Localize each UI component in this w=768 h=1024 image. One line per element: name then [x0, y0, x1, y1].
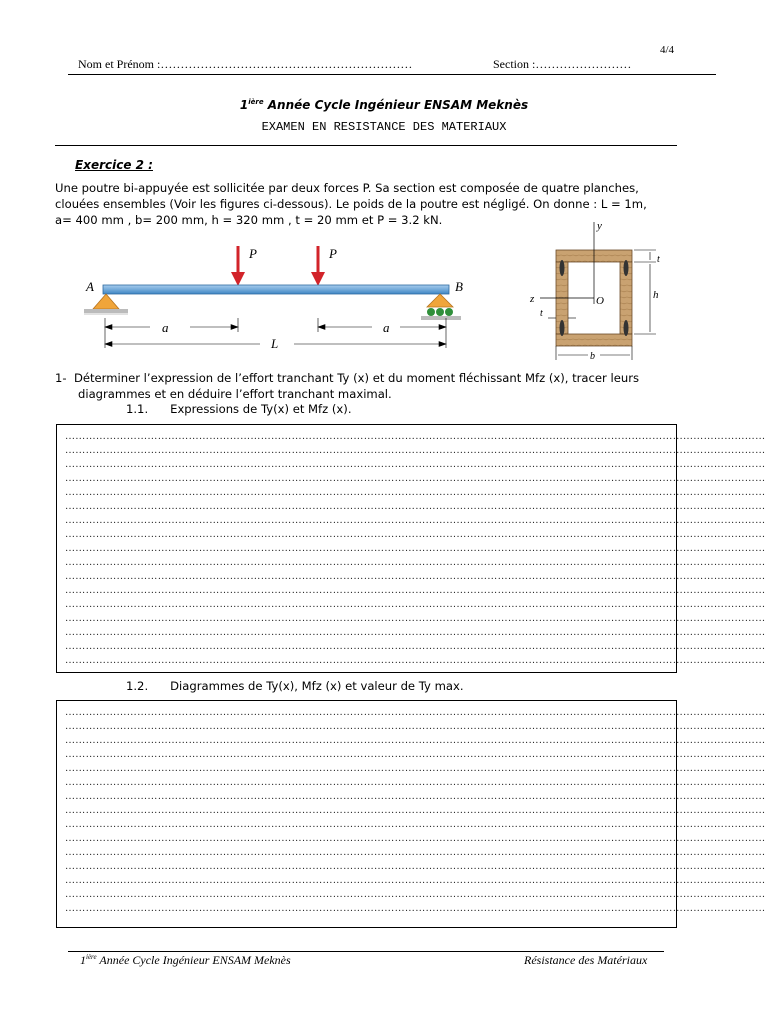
- name-dots: ………………………………………………………: [160, 57, 413, 71]
- q1-line1: Déterminer l’expression de l’effort tranchant Ty (x) et du moment fléchissant Mfz (x), tracer leurs: [73, 371, 640, 385]
- section-dots: ……………………: [535, 57, 632, 71]
- question-1-1: [126, 402, 352, 416]
- name-field[interactable]: [78, 57, 412, 72]
- q1-number: 1-: [55, 371, 67, 385]
- dimension-a-right: [318, 318, 446, 348]
- bottom-board: [556, 334, 632, 346]
- question-1: [55, 370, 639, 402]
- dim-label-l: L: [271, 336, 279, 351]
- dim-label-b: b: [590, 351, 595, 362]
- cross-section-figure: [522, 218, 672, 364]
- force-label-p2: P: [329, 246, 337, 261]
- q1-1-text: Expressions de Ty(x) et Mfz (x).: [170, 402, 352, 416]
- origin-label-o: O: [596, 295, 604, 307]
- footer-rule: [68, 951, 664, 952]
- dimension-a-left: [105, 318, 238, 348]
- roller-support-b: [421, 294, 461, 320]
- q1-1-number: 1.1.: [126, 402, 149, 416]
- title-rule: [55, 145, 677, 146]
- title-line1: $1^{ière}$ Année Cycle Ingénieur ENSAM Meknès: [239, 98, 529, 112]
- answer-box-1-1[interactable]: …………………………………………………………………………………………………………………………………………………………………………………… …………………………………………………………………………………………………………………………………………………………………………………… …………………………………………………………………………………………………………………………………………………………………………………… …………………………………………………………………………………………………………………………………………………………………………………… …………………………………………………………………………………………………………………………………………………………………………………… …………………………………………………………………………………………………………………………………………………………………………………… …………………………………………………………………………………………………………………………………………………………………………………… …………………………………………………………………………………………………………………………………………………………………………………… …………………………………………………………………………………………………………………………………………………………………………………… …………………………………………………………………………………………………………………………………………………………………………………… …………………………………………………………………………………………………………………………………………………………………………………… …………………………………………………………………………………………………………………………………………………………………………………… …………………………………………………………………………………………………………………………………………………………………………………… …………………………………………………………………………………………………………………………………………………………………………………… …………………………………………………………………………………………………………………………………………………………………………………… …………………………………………………………………………………………………………………………………………………………………………………… ……………………………………………………………………………………………………………………………………………………………………………………: [56, 424, 677, 673]
- section-label: Section :: [493, 57, 536, 71]
- name-label: Nom et Prénom :: [78, 57, 161, 71]
- footer-right: Résistance des Matériaux: [524, 953, 648, 967]
- beam: [103, 285, 449, 294]
- statement-line-1: Une poutre bi-appuyée est sollicitée par deux forces P. Sa section est composée de quatre planches,: [55, 181, 639, 195]
- force-arrow-2: [311, 246, 325, 286]
- answer-box-1-2[interactable]: …………………………………………………………………………………………………………………………………………………………………………………… …………………………………………………………………………………………………………………………………………………………………………………… …………………………………………………………………………………………………………………………………………………………………………………… …………………………………………………………………………………………………………………………………………………………………………………… …………………………………………………………………………………………………………………………………………………………………………………… …………………………………………………………………………………………………………………………………………………………………………………… …………………………………………………………………………………………………………………………………………………………………………………… …………………………………………………………………………………………………………………………………………………………………………………… …………………………………………………………………………………………………………………………………………………………………………………… …………………………………………………………………………………………………………………………………………………………………………………… …………………………………………………………………………………………………………………………………………………………………………………… …………………………………………………………………………………………………………………………………………………………………………………… …………………………………………………………………………………………………………………………………………………………………………………… …………………………………………………………………………………………………………………………………………………………………………………… ……………………………………………………………………………………………………………………………………………………………………………………: [56, 700, 677, 928]
- q1-2-text: Diagrammes de Ty(x), Mfz (x) et valeur de Ty max.: [170, 679, 464, 693]
- support-label-a: A: [86, 279, 94, 294]
- q1-2-number: 1.2.: [126, 679, 149, 693]
- footer-left: $1^{ière}$ Année Cycle Ingénieur ENSAM Meknès: [80, 953, 291, 967]
- dim-label-h: h: [653, 289, 659, 301]
- section-field[interactable]: [493, 57, 631, 72]
- page-number: 4/4: [660, 44, 675, 56]
- force-label-p1: P: [249, 246, 257, 261]
- dim-label-t-left: t: [540, 308, 543, 319]
- force-arrow-1: [231, 246, 245, 286]
- dim-label-a-right: a: [383, 320, 390, 335]
- pin-support-a: [84, 294, 128, 314]
- q1-line2: diagrammes et en déduire l’effort tranchant maximal.: [78, 387, 392, 401]
- title-line2: EXAMEN EN RESISTANCE DES MATERIAUX: [261, 120, 507, 134]
- dim-label-a-left: a: [162, 320, 169, 335]
- axis-label-z: z: [530, 293, 535, 305]
- statement-line-2: clouées ensembles (Voir les figures ci-dessous). Le poids de la poutre est négligé. On donne : L = 1m,: [55, 197, 647, 211]
- question-1-2: [126, 679, 464, 693]
- beam-figure: [78, 236, 478, 364]
- dim-label-t-top: t: [657, 254, 660, 265]
- exercise-heading: Exercice 2 :: [75, 158, 153, 172]
- support-label-b: B: [455, 279, 463, 294]
- statement-line-3: a= 400 mm , b= 200 mm, h = 320 mm , t = 20 mm et P = 3.2 kN.: [55, 213, 443, 227]
- header-rule: [68, 74, 716, 75]
- axis-label-y: y: [597, 220, 602, 232]
